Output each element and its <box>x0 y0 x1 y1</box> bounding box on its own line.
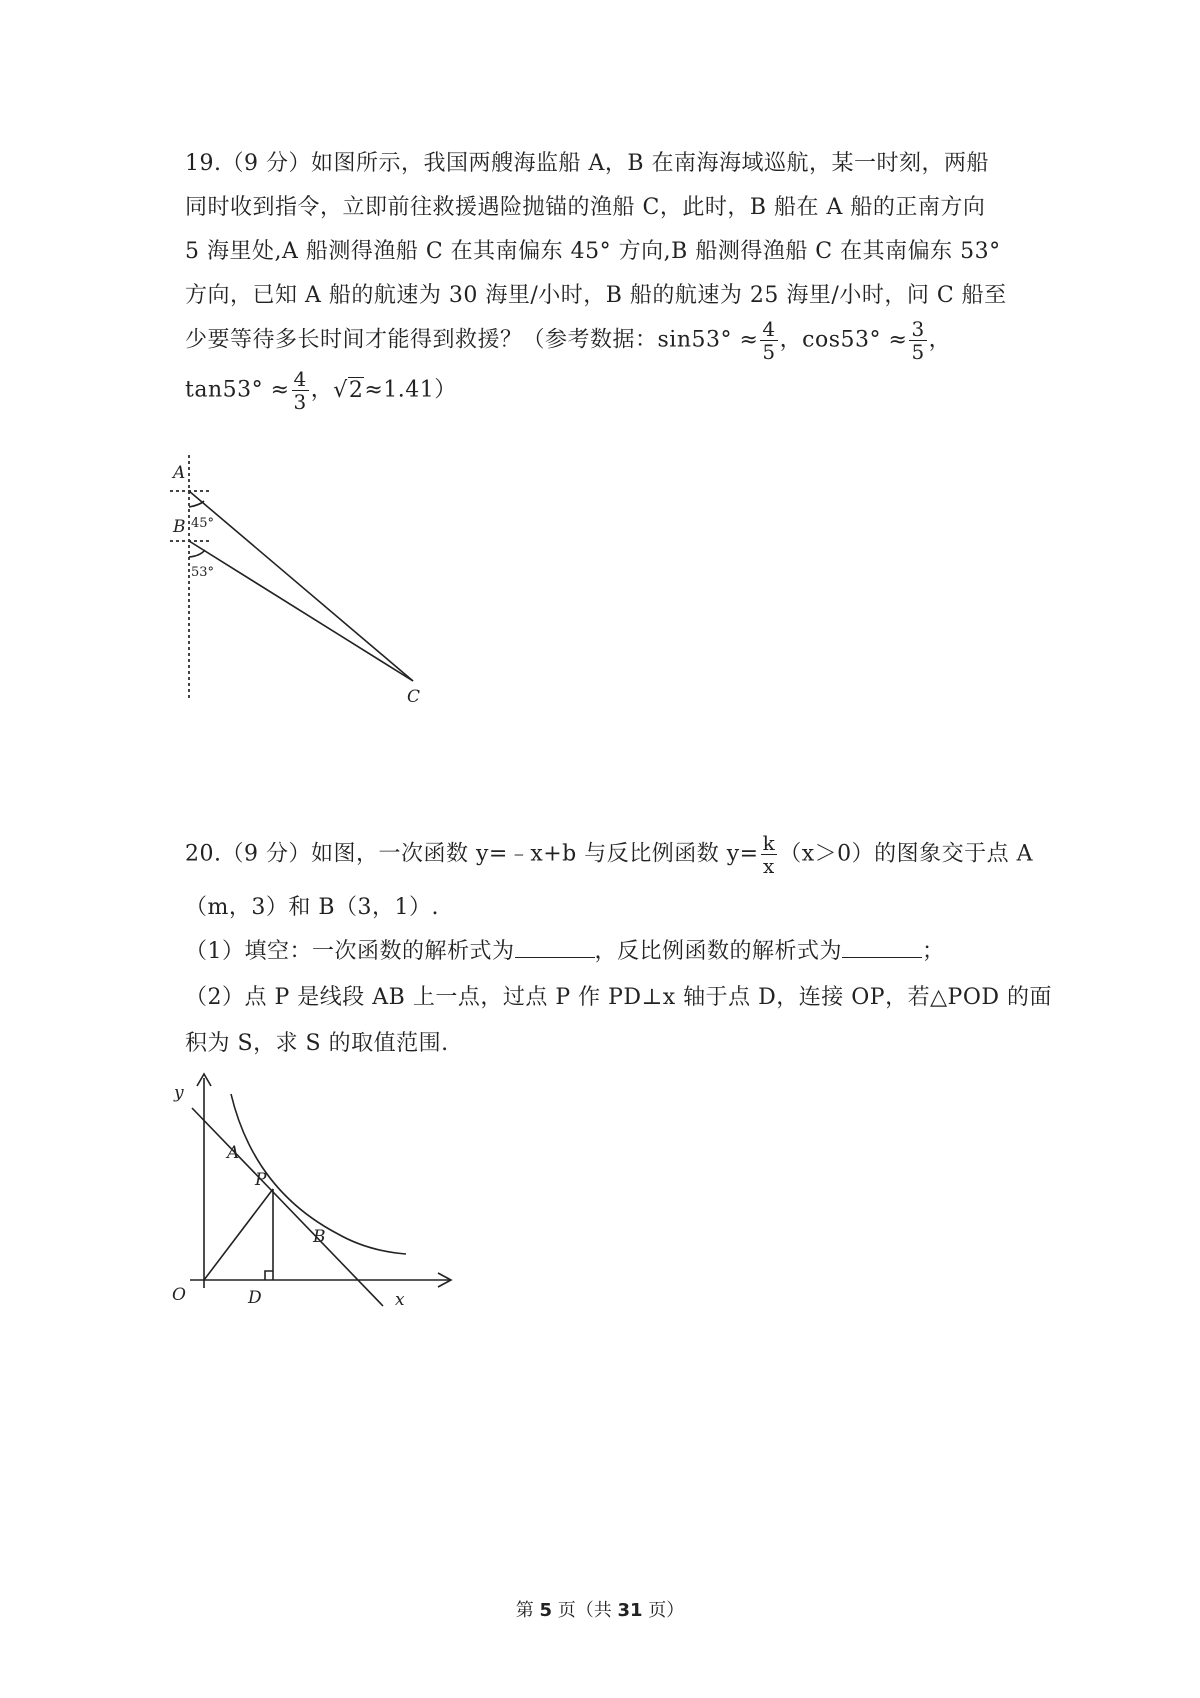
cos53-fraction <box>909 318 926 363</box>
q19-line-1: 19.（9 分）如图所示，我国两艘海监船 A，B 在南海海域巡航，某一时刻，两船 <box>185 151 990 176</box>
q20-part-2-line-1: （2）点 P 是线段 AB 上一点，过点 P 作 PD⊥x 轴于点 D，连接 OP，若△POD 的面 <box>185 985 1052 1010</box>
q19-line-4: 方向，已知 A 船的航速为 30 海里/小时，B 船的航速为 25 海里/小时，问 C 船至 <box>185 283 1007 308</box>
tan53-numerator: 4 <box>293 367 307 391</box>
page-footer <box>0 1596 1200 1622</box>
footer-page-number: 5 <box>539 1600 552 1621</box>
sin53-fraction <box>760 318 777 363</box>
tan53-denominator: 3 <box>293 390 307 414</box>
footer-post: 页） <box>642 1600 685 1621</box>
q20-part-1-c: ； <box>922 939 945 964</box>
q20-part-1 <box>185 934 945 965</box>
label-b: B <box>173 517 186 537</box>
segment-op <box>204 1189 273 1280</box>
q20-part-2-line-2: 积为 S，求 S 的取值范围. <box>185 1031 449 1056</box>
footer-mid: 页（共 <box>552 1600 618 1621</box>
label-x: x <box>395 1290 405 1310</box>
angle-b-arc <box>189 550 205 557</box>
q19-line-5-comma: ， <box>928 327 952 353</box>
label-d: D <box>248 1288 262 1308</box>
tan53-fraction <box>292 368 309 413</box>
label-b: B <box>313 1227 326 1247</box>
q19-line-6 <box>185 368 457 413</box>
tan53-text: tan53° ≈ <box>185 377 290 403</box>
label-c: C <box>407 687 421 707</box>
answer-blank-1[interactable] <box>515 939 595 958</box>
q19-line-3: 5 海里处,A 船测得渔船 C 在其南偏东 45° 方向,B 船测得渔船 C 在其南偏东 53° <box>185 239 1001 264</box>
footer-pre: 第 <box>515 1600 540 1621</box>
sqrt2-radicand: 2 <box>348 377 364 403</box>
cos53-numerator: 3 <box>911 317 925 341</box>
cos53-denominator: 5 <box>911 340 925 364</box>
q19-figure <box>170 455 440 720</box>
q20-line-2: （m，3）和 B（3，1）. <box>185 895 440 920</box>
angle-45-label: 45° <box>191 516 215 531</box>
q20-line-1-pre: 20.（9 分）如图，一次函数 y=﹣x+b 与反比例函数 y= <box>185 841 759 867</box>
line-bc <box>189 541 413 681</box>
tan53-separator: ， <box>310 377 334 403</box>
q19-line-5-text: 少要等待多长时间才能得到救援？（参考数据：sin53° ≈ <box>185 327 759 353</box>
fraction-denominator: x <box>763 854 775 878</box>
label-a: A <box>227 1143 240 1163</box>
k-over-x-fraction <box>761 832 778 877</box>
right-angle-mark <box>265 1271 273 1280</box>
q19-line-2: 同时收到指令，立即前往救援遇险抛锚的渔船 C，此时，B 船在 A 船的正南方向 <box>185 195 986 220</box>
footer-total-pages: 31 <box>617 1600 643 1621</box>
q20-part-1-b: ，反比例函数的解析式为 <box>594 939 843 964</box>
q20-line-1 <box>185 832 1033 877</box>
sqrt2-approx: ≈1.41） <box>364 377 457 403</box>
label-p: P <box>255 1170 267 1190</box>
q19-line-5 <box>185 318 951 363</box>
sqrt2: √2 <box>333 377 364 403</box>
cos53-text: ，cos53° ≈ <box>779 327 908 353</box>
answer-blank-2[interactable] <box>842 939 922 958</box>
angle-53-label: 53° <box>191 565 215 580</box>
label-y: y <box>174 1083 184 1103</box>
angle-a-arc <box>189 501 204 507</box>
fraction-numerator: k <box>762 831 776 855</box>
q20-part-1-a: （1）填空：一次函数的解析式为 <box>185 939 515 964</box>
q20-line-1-post: （x＞0）的图象交于点 A <box>779 841 1034 867</box>
line-ac <box>189 491 413 681</box>
sin53-denominator: 5 <box>762 340 776 364</box>
linear-function-line <box>192 1108 383 1306</box>
q20-figure <box>170 1068 460 1328</box>
label-a: A <box>173 463 186 483</box>
label-o: O <box>172 1285 186 1305</box>
sin53-numerator: 4 <box>762 317 776 341</box>
